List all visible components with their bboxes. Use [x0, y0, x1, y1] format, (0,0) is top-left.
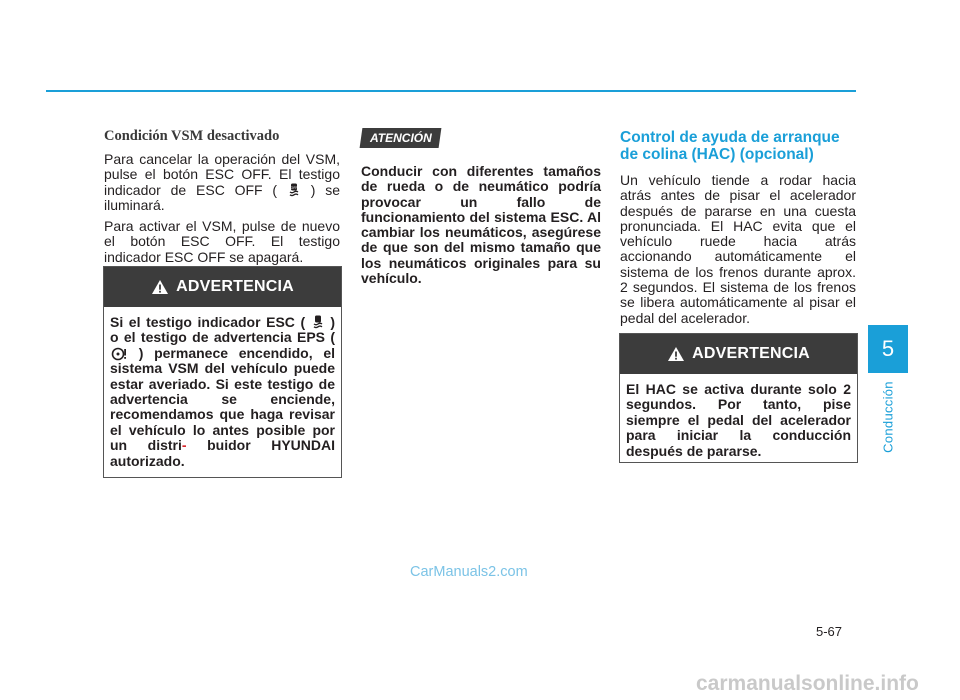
warning-header-hac-label: ADVERTENCIA [692, 345, 810, 362]
right-column [620, 126, 856, 332]
warning-triangle-icon [667, 346, 685, 362]
svg-text:OFF: OFF [290, 185, 298, 190]
warning-header-hac [620, 334, 857, 374]
warning-text-esc-part1: Si el testigo indicador ESC ( [110, 314, 306, 330]
warning-triangle-icon [151, 279, 169, 295]
warning-text-esc-part4: buidor HYUNDAI autorizado. [110, 437, 336, 469]
warning-text-hac: El HAC se activa durante solo 2 segundos. Por tanto, pise siempre el pedal del acelerador para iniciar la conducción después de pararse. [626, 381, 851, 459]
warning-text-esc [104, 307, 341, 477]
left-column [104, 126, 340, 271]
warning-box-hac [619, 333, 858, 463]
paragraph-cancel-vsm [104, 152, 340, 213]
watermark-top: CarManuals2.com [410, 564, 528, 580]
chapter-tab-label-text: Conducción [880, 381, 896, 453]
esc-icon [311, 315, 325, 330]
paragraph-activate-vsm: Para activar el VSM, pulse de nuevo el botón ESC OFF. El testigo indicador ESC OFF se apagará. [104, 218, 340, 265]
paragraph-cancel-vsm-part2: ) se iluminará. [104, 181, 341, 213]
paragraph-cancel-vsm-part1: Para cancelar la operación del VSM, pulse el botón ESC OFF. El testigo indicador de ESC OFF ( [104, 151, 340, 198]
warning-header-esc-label: ADVERTENCIA [176, 278, 294, 295]
watermark-bottom: carmanualsonline.info [696, 672, 919, 695]
section-title-vsm-off: Condición VSM desactivado [104, 128, 280, 144]
warning-text-esc-part2: ) o el testigo de advertencia EPS ( [110, 314, 336, 346]
warning-header-esc [104, 267, 341, 307]
chapter-tab-label [872, 383, 904, 451]
atencion-badge-label: ATENCIÓN [370, 131, 432, 145]
warning-box-esc [103, 266, 342, 478]
esc-off-icon [287, 183, 301, 198]
page-number: 5-67 [816, 624, 843, 639]
warning-text-esc-part3: ) permanece encendido, el sistema VSM del vehículo puede estar averiado. Si este testigo de advertencia se enciende, recomendamos que haga revisar el vehículo lo antes posible por un distri [110, 344, 336, 454]
hyphen-mark: - [181, 437, 187, 454]
eps-warning-icon [110, 346, 128, 361]
atencion-badge [360, 128, 442, 148]
top-rule [46, 90, 856, 92]
caution-text: Conducir con diferentes tamaños de rueda o de neumático podría provocar un fallo de funcionamiento del sistema ESC. Al cambiar los neumáticos, asegúrese de que son del mismo tamaño que los neumáticos originales para su vehículo. [361, 163, 601, 287]
hac-paragraph: Un vehículo tiende a rodar hacia atrás antes de pisar el acelerador después de pararse en una cuesta pronunciada. El HAC evita que el vehículo ruede hacia atrás accionando automáticamente el sistema de los frenos durante aprox. 2 segundos. El sistema de los frenos se libera automáticamente al pisar el pedal del acelerador. [620, 172, 856, 326]
chapter-tab-number: 5 [868, 325, 908, 373]
middle-column [361, 126, 601, 292]
hac-heading: Control de ayuda de arranque de colina (HAC) (opcional) [620, 129, 840, 163]
